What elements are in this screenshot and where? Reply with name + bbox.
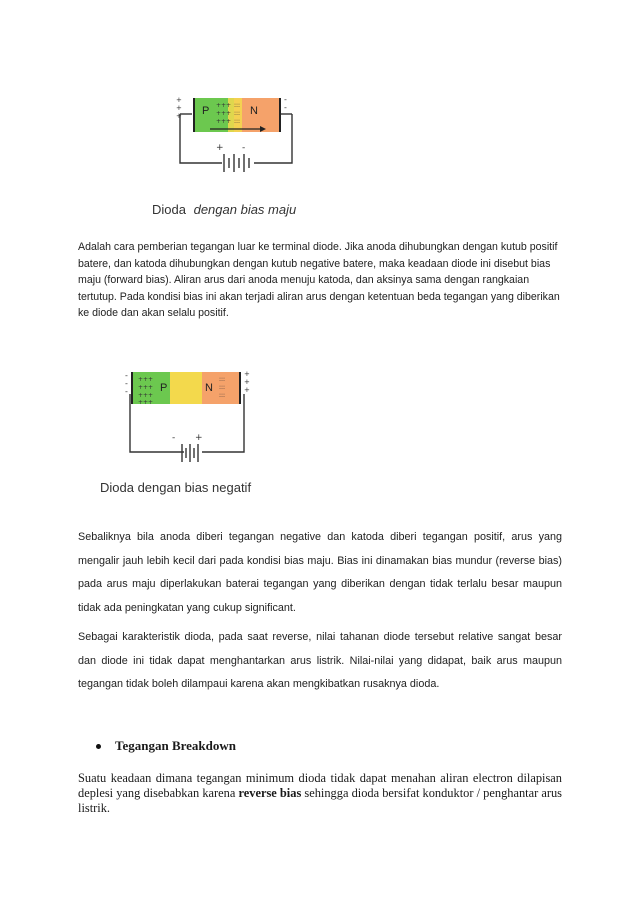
paragraph-breakdown: Suatu keadaan dimana tegangan minimum dioda tidak dapat menahan aliran electron dilapisan deplesi yang disebabkan karena reverse bias sehingga dioda bersifat konduktor / penghantar arus listrik. [78,771,562,815]
section-heading [96,738,236,754]
svg-text::::: ::: [219,376,226,383]
paragraph-characteristic: Sebagai karakteristik dioda, pada saat reverse, nilai tahanan diode tersebut relative sangat besar dan diode ini tidak dapat menghantarkan arus listrik. Nilai-nilai yang didapat, baik arus maupun tegangan tidak boleh dilampaui karena akan mengkibatkan rusaknya dioda. [78,631,562,691]
battery-plus: + [195,433,203,443]
svg-text::::: ::: [234,118,241,125]
svg-text:+++: +++ [138,376,154,383]
svg-text:+: + [244,370,250,378]
svg-text:+++: +++ [216,110,232,117]
svg-text::::: ::: [219,384,226,391]
n-label: N [250,105,258,117]
svg-text:-: - [125,371,128,380]
p-label: P [202,105,210,117]
battery-icon [182,444,198,462]
svg-text:+: + [244,378,250,386]
svg-text:+++: +++ [138,399,154,406]
paragraph-forward-bias: Adalah cara pemberian tegangan luar ke terminal diode. Jika anoda dihubungkan dengan kutub positif batere, dan katoda dihubungkan dengan kutub negative batere, maka keadaan diode ini disebut bias maju (forward bias). Aliran arus dari anoda menuju katoda, dan aksinya sama dengan rangkaian tertutup. Pada kondisi bias ini akan terjadi aliran arus dengan ketentuan beda tegangan yang diberikan ke diode dan akan selalu positif. [78,241,560,320]
svg-text:-: - [125,387,128,396]
svg-text:-: - [284,95,287,104]
svg-text::::: ::: [219,392,226,399]
svg-text:+++: +++ [138,384,154,391]
forward-bias-diagram [150,88,330,223]
svg-text:+: + [176,112,182,120]
paragraph-reverse-bias: Sebaliknya bila anoda diberi tegangan negative dan katoda diberi tegangan positif, arus yang mengalir jauh lebih kecil dari pada kondisi bias maju. Bias ini dinamakan bias mundur (reverse bias) pada arus maju diperlakukan baterai tegangan yang diberikan dengan tidak terlalu besar maupun tidak ada peningkatan yang cukup significant. [78,531,562,614]
svg-text:+: + [244,386,250,394]
battery-minus: - [172,433,176,443]
reverse-bias-diagram [98,364,298,500]
bullet-icon [96,744,101,749]
section-heading-text: Tegangan Breakdown [115,738,237,753]
n-label: N [205,382,213,394]
figure-reverse-bias [98,364,298,500]
svg-text:+++: +++ [216,102,232,109]
figure1-caption: Dioda dengan bias maju [152,202,297,217]
svg-text::::: ::: [234,102,241,109]
battery-plus: + [216,143,224,153]
reverse-bias-term: reverse bias [238,786,302,800]
svg-text:+: + [176,104,182,112]
svg-text::::: ::: [234,110,241,117]
svg-text:+++: +++ [216,118,232,125]
battery-minus: - [242,143,246,153]
svg-text:+++: +++ [138,392,154,399]
svg-text:-: - [125,379,128,388]
svg-text:-: - [284,103,287,112]
svg-text:+: + [176,96,182,104]
battery-icon [224,154,249,172]
figure2-caption: Dioda dengan bias negatif [100,480,252,495]
p-label: P [160,382,168,394]
figure-forward-bias [150,88,330,223]
